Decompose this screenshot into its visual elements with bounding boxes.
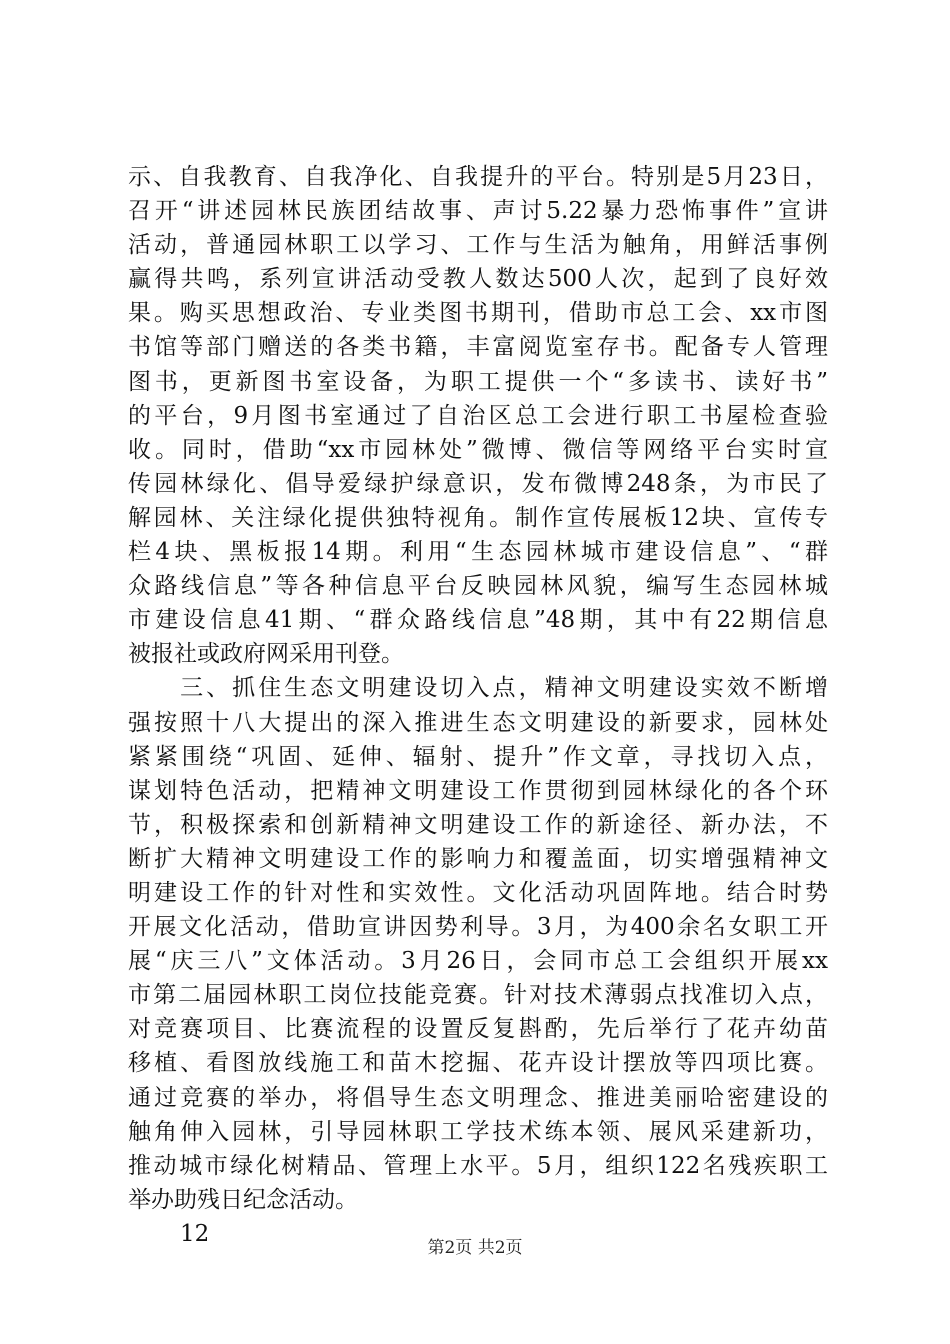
inline-page-number: 12 [180, 1220, 210, 1247]
text-line: 解园林、关注绿化提供独特视角。制作宣传展板12块、宣传专 [128, 504, 828, 531]
text-line: 展“庆三八”文体活动。3月26日，会同市总工会组织开展xx [128, 948, 828, 975]
text-line: 收。同时，借助“xx市园林处”微博、微信等网络平台实时宣 [128, 436, 828, 463]
text-line: 市第二届园林职工岗位技能竞赛。针对技术薄弱点找准切入点， [128, 982, 828, 1009]
text-line: 推动城市绿化树精品、管理上水平。5月，组织122名残疾职工 [128, 1152, 828, 1179]
text-line: 召开“讲述园林民族团结故事、声讨5.22暴力恐怖事件”宣讲 [128, 198, 828, 225]
text-line: 栏4块、黑板报14期。利用“生态园林城市建设信息”、“群 [128, 539, 828, 566]
text-line: 谋划特色活动，把精神文明建设工作贯彻到园林绿化的各个环 [128, 777, 828, 804]
page-footer: 第2页 共2页 [427, 1238, 523, 1258]
text-line: 果。购买思想政治、专业类图书期刊，借助市总工会、xx市图 [128, 300, 828, 327]
text-line: 活动，普通园林职工以学习、工作与生活为触角，用鲜活事例 [128, 232, 828, 259]
text-line: 书馆等部门赠送的各类书籍，丰富阅览室存书。配备专人管理 [128, 334, 828, 361]
text-line: 紧紧围绕“巩固、延伸、辐射、提升”作文章，寻找切入点， [128, 743, 828, 770]
text-line: 三、抓住生态文明建设切入点，精神文明建设实效不断增 [128, 675, 828, 702]
paragraph-end-line: 被报社或政府网采用刊登。 [128, 641, 404, 668]
text-line: 图书，更新图书室设备，为职工提供一个“多读书、读好书” [128, 368, 828, 395]
text-line: 传园林绿化、倡导爱绿护绿意识，发布微博248条，为市民了 [128, 470, 828, 497]
text-line: 众路线信息”等各种信息平台反映园林风貌，编写生态园林城 [128, 573, 828, 600]
text-line: 触角伸入园林，引导园林职工学技术练本领、展风采建新功， [128, 1118, 828, 1145]
text-line: 示、自我教育、自我净化、自我提升的平台。特别是5月23日， [128, 164, 828, 190]
paragraph-end-line: 举办助残日纪念活动。 [128, 1186, 358, 1213]
text-line: 开展文化活动，借助宣讲因势利导。3月，为400余名女职工开 [128, 914, 828, 941]
document-body [128, 160, 828, 1251]
text-line: 通过竞赛的举办，将倡导生态文明理念、推进美丽哈密建设的 [128, 1084, 828, 1111]
text-line: 断扩大精神文明建设工作的影响力和覆盖面，切实增强精神文 [128, 845, 828, 872]
text-line: 的平台，9月图书室通过了自治区总工会进行职工书屋检查验 [128, 402, 828, 429]
text-line: 对竞赛项目、比赛流程的设置反复斟酌，先后举行了花卉幼苗 [128, 1016, 828, 1043]
text-line: 移植、看图放线施工和苗木挖掘、花卉设计摆放等四项比赛。 [128, 1050, 828, 1077]
text-line: 明建设工作的针对性和实效性。文化活动巩固阵地。结合时势 [128, 879, 828, 906]
text-line: 赢得共鸣，系列宣讲活动受教人数达500人次，起到了良好效 [128, 266, 828, 293]
text-line: 节，积极探索和创新精神文明建设工作的新途径、新办法，不 [128, 811, 828, 838]
text-line: 强按照十八大提出的深入推进生态文明建设的新要求，园林处 [128, 709, 828, 736]
text-line: 市建设信息41期、“群众路线信息”48期，其中有22期信息 [128, 607, 828, 634]
